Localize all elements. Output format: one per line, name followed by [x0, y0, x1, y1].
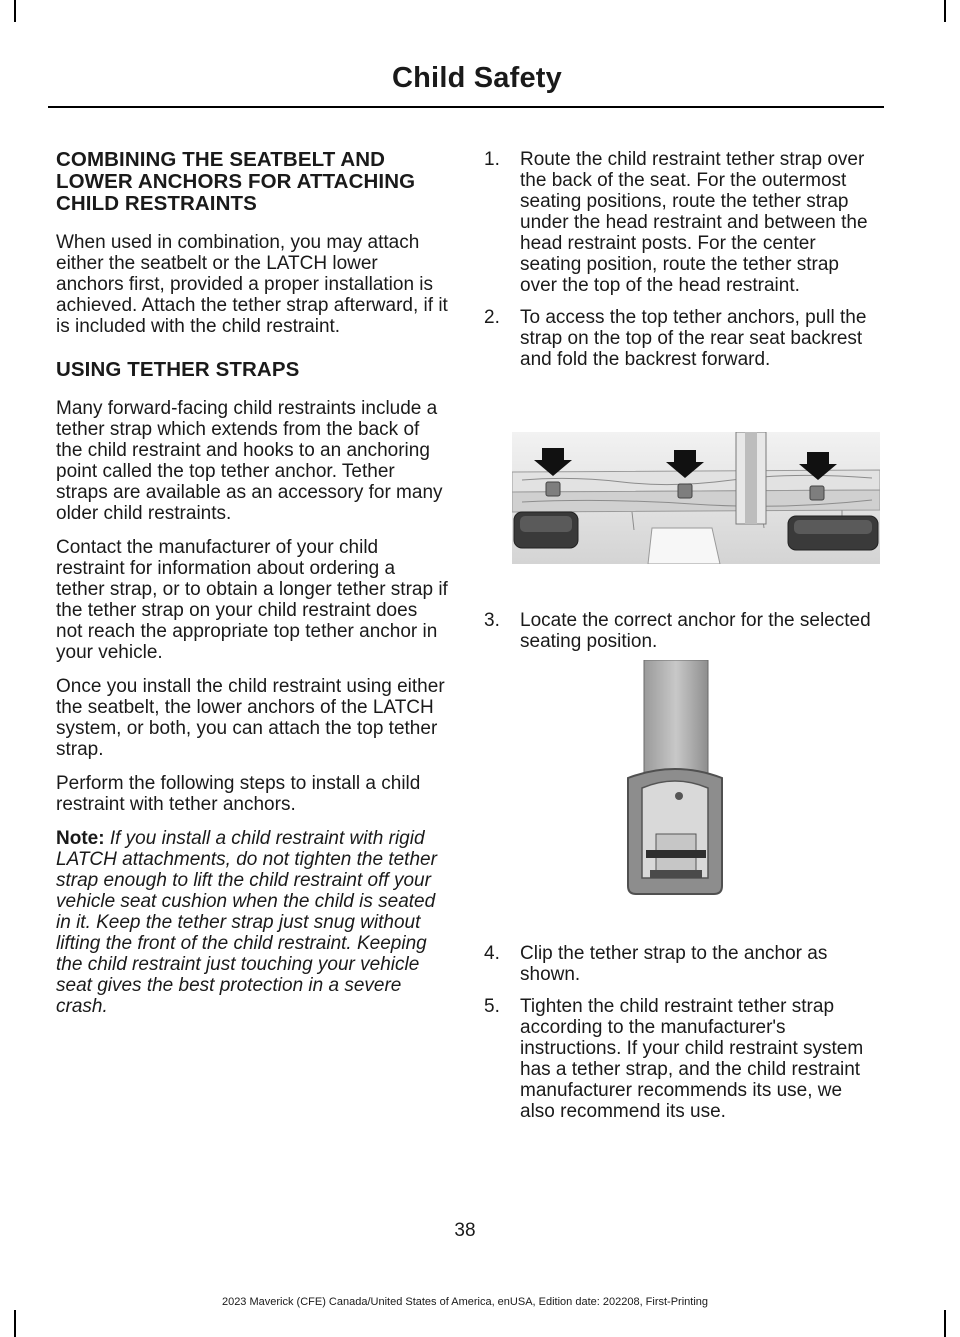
tether-anchors-illustration — [512, 432, 880, 564]
step-item — [484, 610, 880, 652]
step-number: 4. — [484, 943, 500, 964]
paragraph-contact-manufacturer: Contact the manufacturer of your child restraint for information about ordering a tether strap, or to obtain a longer tether strap if the tether strap on your child restraint does not reach the appropriate top tether anchor in your vehicle. — [56, 537, 448, 663]
step-text: Locate the correct anchor for the selected seating position. — [520, 610, 871, 652]
note-text: If you install a child restraint with rigid LATCH attachments, do not tighten the tether strap enough to lift the child restraint off your vehicle seat cushion when the child is seated in it. Keep the tether strap just snug without lifting the front of the child restraint. Keeping the child restraint just touching your vehicle seat gives the best protection in a severe crash. — [56, 828, 437, 1017]
step-text: To access the top tether anchors, pull the strap on the top of the rear seat backrest and fold the backrest forward. — [520, 307, 867, 370]
step-number: 2. — [484, 307, 500, 328]
crop-mark-bottom-left — [14, 1310, 16, 1337]
step-item — [484, 149, 880, 296]
steps-list-a — [484, 149, 880, 370]
step-text: Route the child restraint tether strap over the back of the seat. For the outermost seating positions, route the tether strap under the head restraint and between the head restraint posts. For the center seating position, route the tether strap over the top of the head restraint. — [520, 149, 868, 296]
crop-mark-top-right — [944, 0, 946, 22]
note — [56, 828, 448, 1017]
steps-list-b — [484, 610, 880, 652]
tether-anchor-illustration — [620, 660, 730, 896]
section-heading-tether-straps: USING TETHER STRAPS — [56, 358, 300, 381]
step-item — [484, 307, 880, 370]
steps-list-c — [484, 943, 880, 1122]
step-number: 1. — [484, 149, 500, 170]
right-column — [484, 149, 880, 381]
page-title: Child Safety — [392, 62, 562, 94]
step-text: Clip the tether strap to the anchor as shown. — [520, 943, 828, 985]
footer-edition: 2023 Maverick (CFE) Canada/United States of America, enUSA, Edition date: 202208, First-Printing — [221, 1296, 709, 1308]
section-heading-combining: COMBINING THE SEATBELT AND LOWER ANCHORS FOR ATTACHING CHILD RESTRAINTS — [56, 148, 416, 215]
page-number: 38 — [454, 1220, 476, 1241]
step-item — [484, 996, 880, 1122]
paragraph-once-installed: Once you install the child restraint using either the seatbelt, the lower anchors of the LATCH system, or both, you can attach the top tether strap. — [56, 676, 445, 760]
paragraph-combining: When used in combination, you may attach either the seatbelt or the LATCH lower anchors first, provided a proper installation is achieved. Attach the tether strap afterward, if it is included with the child restraint. — [56, 232, 448, 337]
paragraph-tether-intro: Many forward-facing child restraints include a tether strap which extends from the back of the child restraint and hooks to an anchoring point called the top tether anchor. Tether straps are available as an accessory for many older child restraints. — [56, 398, 443, 524]
right-column-steps-4-5 — [484, 943, 880, 1133]
step-text: Tighten the child restraint tether strap according to the manufacturer's instructions. If your child restraint system has a tether strap, and the child restraint manufacturer recommends its use, we also recommend its use. — [520, 996, 864, 1122]
step-number: 3. — [484, 610, 500, 631]
crop-mark-bottom-right — [944, 1310, 946, 1337]
header-divider — [48, 106, 884, 108]
step-number: 5. — [484, 996, 500, 1017]
paragraph-perform-steps: Perform the following steps to install a child restraint with tether anchors. — [56, 773, 421, 815]
note-label: Note: — [56, 828, 105, 849]
crop-mark-top-left — [14, 0, 16, 22]
right-column-step3 — [484, 610, 880, 663]
left-column — [56, 149, 448, 1030]
step-item — [484, 943, 880, 985]
